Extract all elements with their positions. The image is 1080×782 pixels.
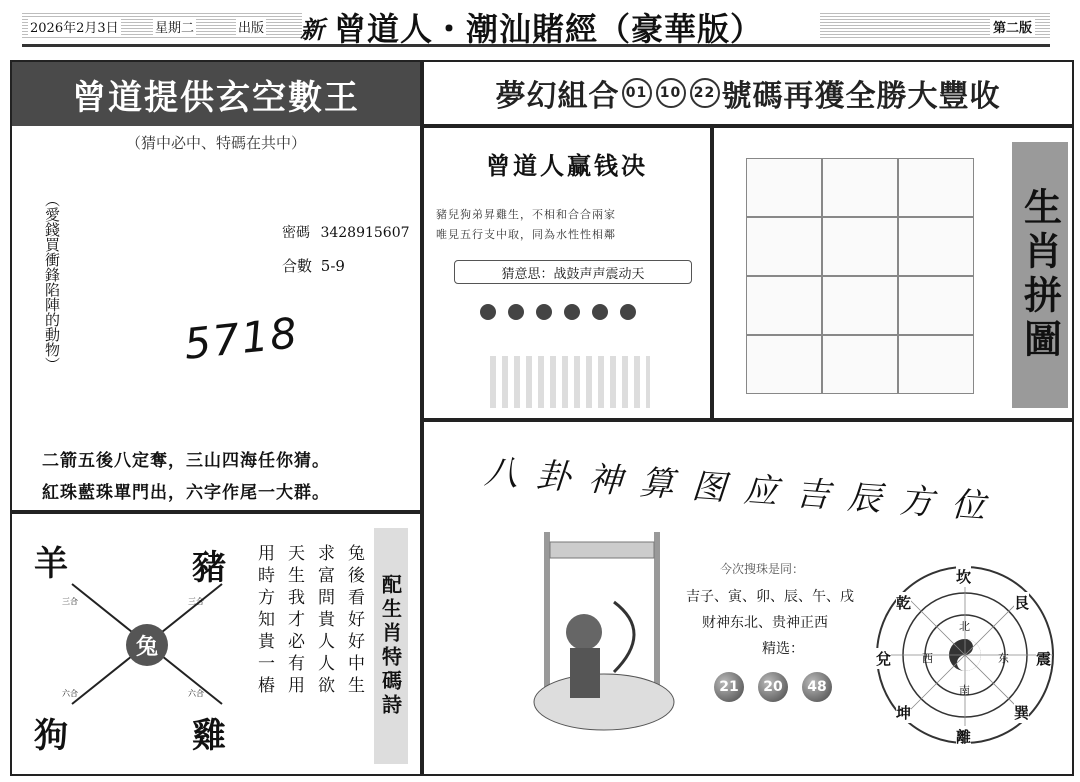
panel-dream-combo — [422, 60, 1074, 126]
trigram-dui: 兌 — [876, 650, 892, 668]
poem-col-1: 兔後看好好中生 — [344, 544, 364, 698]
dir-west: 西 — [922, 652, 933, 665]
riddle-text: （愛錢買衝鋒陷陣的動物） — [43, 192, 61, 372]
puzzle-tile — [746, 158, 822, 217]
puzzle-tile — [822, 158, 898, 217]
puzzle-tile — [746, 217, 822, 276]
bagua-wealth-line: 财神东北、贵神正西 — [702, 615, 828, 631]
handwritten-number: 5718 — [181, 308, 302, 369]
bagua-picks — [714, 672, 832, 702]
drum-icons — [480, 304, 636, 320]
header-weekday: 星期二 — [153, 17, 196, 36]
header-edition: 第二版 — [990, 17, 1035, 36]
dream-number-1: 01 — [622, 78, 652, 108]
puzzle-tile — [822, 276, 898, 335]
trigram-zhen: 震 — [1036, 650, 1052, 668]
trigram-kun: 坤 — [896, 704, 912, 722]
dream-combo-pre: 夢幻組合 — [495, 79, 620, 114]
trigram-li: 離 — [956, 728, 972, 746]
trigram-kan: 坎 — [956, 568, 972, 586]
bagua-title: 八卦神算图应吉辰方位 — [482, 451, 1005, 529]
dream-combo-post: 號碼再獲全勝大豐收 — [721, 79, 1001, 114]
win-money-text-2: 唯見五行支中取，同為水性性相鄰 — [436, 228, 616, 241]
puzzle-tile — [898, 276, 974, 335]
dream-combo-banner — [424, 62, 1072, 124]
center-zodiac: 兔 — [126, 624, 168, 666]
header-publish: 出版 — [236, 17, 266, 36]
panel-win-money — [422, 126, 712, 420]
puzzle-grid — [746, 158, 974, 394]
puzzle-tile — [746, 276, 822, 335]
trigram-gen: 艮 — [1014, 594, 1030, 612]
panel-bagua — [422, 420, 1074, 776]
win-money-text-1: 豬兒狗弟昇雞生，不相和合合兩家 — [436, 208, 616, 221]
sum-row — [282, 255, 345, 276]
puzzle-title: 生肖拼圖 — [1012, 142, 1068, 408]
sum-label: 合數 — [282, 257, 313, 275]
panel-subtitle: （猜中必中、特碼在共中） — [125, 134, 306, 152]
page-title: 曾道人・潮汕賭經（豪華版） — [334, 10, 764, 48]
trigram-xun: 巽 — [1014, 704, 1030, 722]
header-date: 2026年2月3日 — [28, 17, 121, 36]
code-value: 3428915607 — [320, 225, 410, 241]
corner-label-tr: 三合 — [188, 597, 204, 606]
dream-number-2: 10 — [656, 78, 686, 108]
poem-line-2: 紅珠藍珠單門出，六字作尾一大群。 — [42, 483, 330, 503]
sum-value: 5-9 — [320, 257, 345, 275]
zodiac-label-dog: 狗 — [34, 716, 68, 756]
zodiac-label-pig: 豬 — [192, 548, 226, 588]
dir-east: 东 — [998, 652, 1009, 665]
code-label: 密碼 — [282, 225, 310, 241]
win-money-title: 曾道人赢钱决 — [486, 151, 648, 180]
drum-icon — [620, 304, 636, 320]
warrior-horse-illustration — [504, 532, 704, 762]
puzzle-tile — [898, 217, 974, 276]
drum-icon — [508, 304, 524, 320]
pick-number: 48 — [802, 672, 832, 702]
drum-icon — [480, 304, 496, 320]
poem-col-3: 天生我才必有用 — [284, 544, 304, 698]
panel-zodiac-poem — [10, 512, 422, 776]
panel-zodiac-puzzle — [712, 126, 1074, 420]
bagua-zodiac-line: 吉子、寅、卯、辰、午、戌 — [686, 589, 854, 605]
win-money-guess: 猜意思：战鼓声声震动天 — [454, 260, 692, 284]
puzzle-tile — [898, 335, 974, 394]
puzzle-tile — [746, 335, 822, 394]
corner-label-br: 六合 — [188, 689, 204, 698]
drum-icon — [564, 304, 580, 320]
drum-icon — [592, 304, 608, 320]
corner-label-tl: 三合 — [62, 597, 78, 606]
pick-number: 20 — [758, 672, 788, 702]
panel-banner: 曾道提供玄空數王 — [12, 62, 420, 126]
zodiac-label-sheep: 羊 — [34, 544, 68, 584]
poem-col-4: 用時方知貴一樁 — [254, 544, 274, 698]
pick-number: 21 — [714, 672, 744, 702]
dream-number-3: 22 — [690, 78, 720, 108]
poem-line-1: 二箭五後八定奪，三山四海任你猜。 — [42, 451, 330, 471]
corner-label-bl: 六合 — [62, 689, 78, 698]
dir-south: 南 — [959, 684, 970, 697]
code-row — [282, 222, 410, 242]
puzzle-tile — [898, 158, 974, 217]
puzzle-tile — [822, 335, 898, 394]
header — [0, 0, 1080, 54]
poem-col-2: 求富問貴人人欲 — [314, 544, 334, 698]
header-new-mark: 新 — [300, 15, 324, 44]
puzzle-tile — [822, 217, 898, 276]
drum-icon — [536, 304, 552, 320]
bagua-picks-label: 精选： — [762, 641, 804, 657]
trigram-qian: 乾 — [896, 594, 912, 612]
bagua-hint: 今次搜珠是同： — [720, 562, 805, 576]
decorative-table-image — [490, 356, 650, 408]
poem-side-title: 配生肖特碼詩 — [374, 528, 408, 764]
zodiac-label-rooster: 雞 — [192, 716, 226, 756]
panel-numbers-king — [10, 60, 422, 512]
dir-north: 北 — [959, 620, 970, 633]
